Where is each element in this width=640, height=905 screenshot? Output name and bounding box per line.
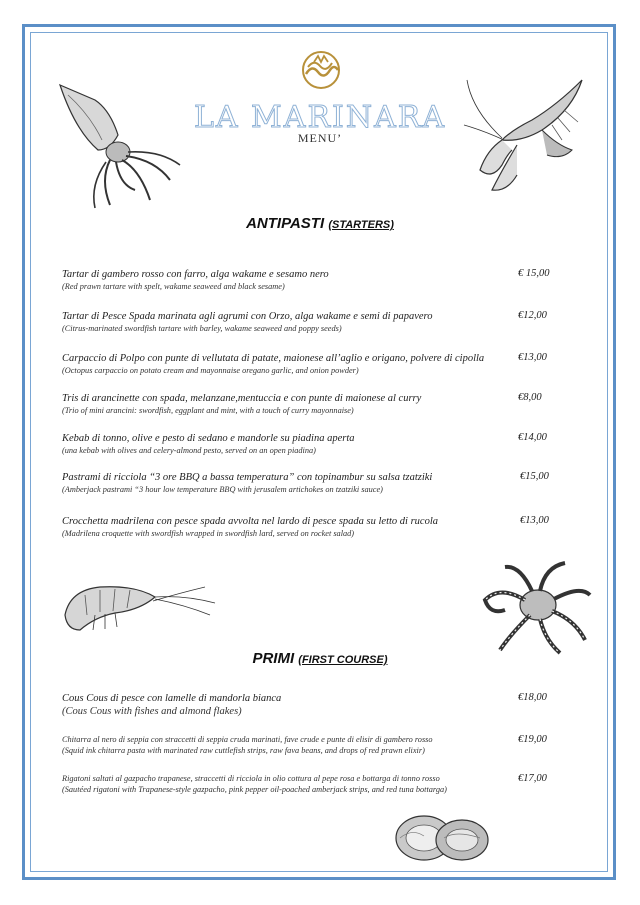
oysters-illustration xyxy=(392,808,492,868)
item-name: Carpaccio di Polpo con punte di vellutata di patate, maionese all’aglio e origano, polvere di cipolla xyxy=(62,353,485,364)
item-price: €18,00 xyxy=(518,692,547,703)
octopus-illustration xyxy=(470,555,600,660)
item-price: €15,00 xyxy=(520,471,549,482)
menu-label: MENU’ xyxy=(297,131,343,145)
squid-illustration xyxy=(40,80,190,210)
item-price: €8,00 xyxy=(518,392,542,403)
item-name: Rigatoni saltati al gazpacho trapanese, straccetti di ricciola in olio cottura al pepe rosa e bottarga di tonno rosso xyxy=(62,774,440,783)
brand-name: LA MARINARA xyxy=(193,100,447,135)
item-translation: (Squid ink chitarra pasta with marinated raw cuttlefish strips, raw fava beans, and drops of red prawn elixir) xyxy=(62,746,425,755)
section-subtitle: (FIRST COURSE) xyxy=(298,654,388,666)
item-name: Tartar di Pesce Spada marinata agli agrumi con Orzo, alga wakame e semi di papavero xyxy=(62,311,433,322)
item-price: €19,00 xyxy=(518,734,547,745)
item-price: €13,00 xyxy=(518,352,547,363)
item-name: Tartar di gambero rosso con farro, alga wakame e sesamo nero xyxy=(62,269,329,280)
section-subtitle: (STARTERS) xyxy=(328,219,394,231)
item-price: €14,00 xyxy=(518,432,547,443)
logo-icon xyxy=(298,50,344,90)
item-name: Pastrami di ricciola “3 ore BBQ a bassa temperatura” con topinambur su salsa tzatziki xyxy=(62,472,433,483)
item-translation: (Red prawn tartare with spelt, wakame seaweed and black sesame) xyxy=(62,282,285,291)
item-price: € 15,00 xyxy=(518,268,550,279)
item-price: €12,00 xyxy=(518,310,547,321)
item-price: €17,00 xyxy=(518,773,547,784)
item-translation: (Octopus carpaccio on potato cream and mayonnaise oregano garlic, and onion powder) xyxy=(62,366,359,375)
item-price: €13,00 xyxy=(520,515,549,526)
section-title-antipasti xyxy=(0,215,640,232)
section-title-text: PRIMI xyxy=(252,650,295,667)
item-translation: (Cous Cous with fishes and almond flakes) xyxy=(62,706,242,717)
item-translation: (una kebab with olives and celery-almond pesto, served on an open piadina) xyxy=(62,446,316,455)
section-title-primi xyxy=(0,650,640,667)
item-translation: (Amberjack pastrami “3 hour low temperature BBQ with jerusalem artichokes on tzatziki sauce) xyxy=(62,485,383,494)
item-translation: (Sautéed rigatoni with Trapanese-style gazpacho, pink pepper oil-poached amberjack strips, and red tuna bottarga) xyxy=(62,785,447,794)
item-name: Crocchetta madrilena con pesce spada avvolta nel lardo di pesce spada su letto di rucola xyxy=(62,516,438,527)
section-title-text: ANTIPASTI xyxy=(246,215,325,232)
item-translation: (Trio of mini arancini: swordfish, eggplant and mint, with a touch of curry mayonnaise) xyxy=(62,406,354,415)
item-name: Tris di arancinette con spada, melanzane,mentuccia e con punte di maionese al curry xyxy=(62,393,422,404)
item-translation: (Madrilena croquette with swordfish wrapped in swordfish lard, served on rocket salad) xyxy=(62,529,355,538)
item-translation: (Citrus-marinated swordfish tartare with barley, wakame seaweed and poppy seeds) xyxy=(62,324,342,333)
item-name: Cous Cous di pesce con lamelle di mandorla bianca xyxy=(62,693,282,704)
shrimp-illustration xyxy=(55,575,220,645)
item-name: Kebab di tonno, olive e pesto di sedano e mandorle su piadina aperta xyxy=(62,433,355,444)
lobster-illustration xyxy=(462,70,602,200)
item-name: Chitarra al nero di seppia con straccetti di seppia cruda marinati, fave crude e punte di elisir di gambero rosso xyxy=(62,735,433,744)
